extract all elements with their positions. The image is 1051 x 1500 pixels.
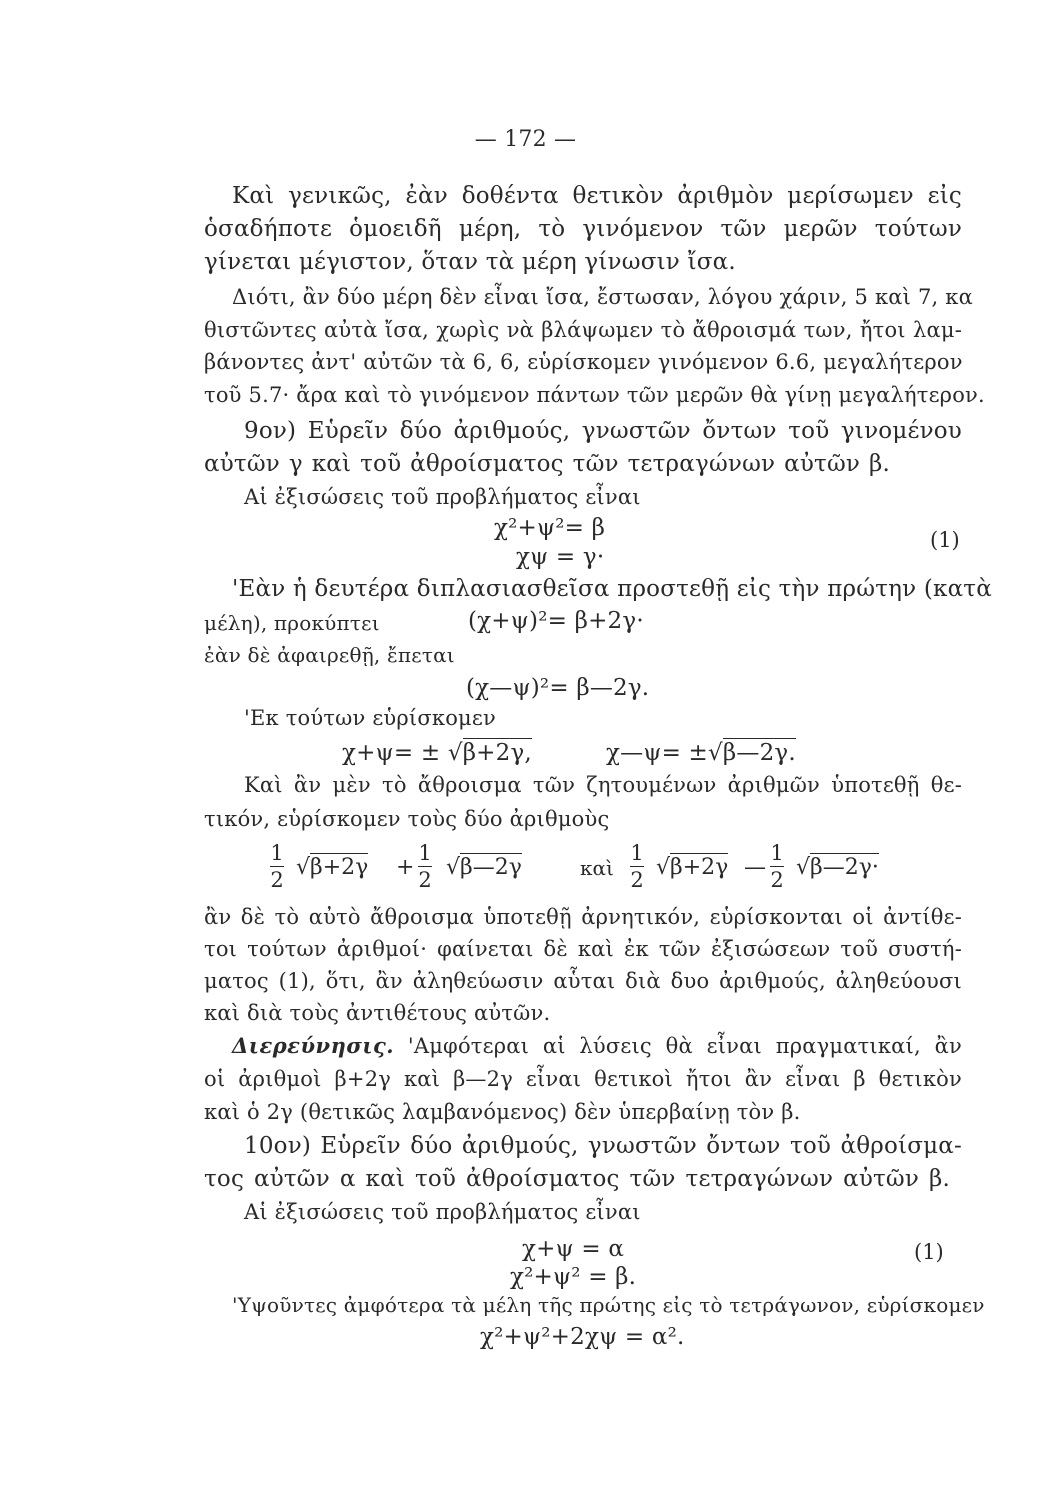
fraction-denominator: 2 [630,868,644,892]
equation-2a-radicand: β+2γ, [462,740,532,766]
fraction-numerator: 1 [630,841,644,865]
text-line: ἐὰν δὲ ἀφαιρεθῇ, ἔπεται [204,643,455,667]
radicand: β—2γ· [810,855,879,880]
problem-9-heading: 9ον) Εὑρεῖν δύο ἀριθμούς, γνωστῶν ὄντων τοῦ γινομένου [244,418,962,444]
equation-5: χ²+ψ²+2χψ = α². [480,1324,685,1350]
fraction-denominator: 2 [270,868,284,892]
radicand: β—2γ [460,855,522,880]
radical-term: √β+2γ [656,855,729,880]
text-line: ἂν δὲ τὸ αὐτὸ ἄθροισμα ὑποτεθῇ ἀρνητικόν, εὑρίσκονται οἱ ἀντίθε- [204,905,962,929]
equation-2a-lhs: χ+ψ= ± [342,740,441,766]
investigation-text: 'Αμφότεραι αἱ λύσεις θὰ εἶναι πραγματικαί, ἂν [407,1034,962,1058]
equation-2a: χ+ψ= ± √β+2γ, [342,740,532,766]
text-line: αὐτῶν γ καὶ τοῦ ἀθροίσματος τῶν τετραγώνων αὐτῶν β. [204,451,890,477]
radicand: β+2γ [310,855,369,880]
fraction-half [630,842,644,891]
text-line: Αἱ ἐξισώσεις τοῦ προβλήματος εἶναι [244,1200,641,1224]
text-line: γίνεται μέγιστον, ὅταν τὰ μέρη γίνωσιν ἴσα. [204,249,736,275]
text-line: μέλη), προκύπτει [204,611,380,635]
text-line: οἱ ἀριθμοὶ β+2γ καὶ β—2γ εἶναι θετικοὶ ἤτοι ἂν εἶναι β θετικὸν [204,1067,962,1091]
fraction-numerator: 1 [418,841,432,865]
radical-term: √β+2γ [296,855,369,880]
text-line: τος αὐτῶν α καὶ τοῦ ἀθροίσματος τῶν τετραγώνων αὐτῶν β. [204,1166,950,1192]
equation-2b: χ—ψ= ±√β—2γ. [606,740,796,766]
text-line: ματος (1), ὅτι, ἂν ἀληθεύωσιν αὗται διὰ δυο ἀριθμούς, ἀληθεύουσι [204,969,962,993]
text-line: τικόν, εὑρίσκομεν τοὺς δύο ἀριθμοὺς [204,807,610,831]
equation-4b: χ²+ψ² = β. [510,1264,637,1290]
investigation-line [232,1031,962,1061]
text-line: καὶ διὰ τοὺς ἀντιθέτους αὐτῶν. [204,1001,551,1025]
text-line: 'Εκ τούτων εὑρίσκομεν [244,706,496,730]
text-line: Αἱ ἐξισώσεις τοῦ προβλήματος εἶναι [244,485,641,509]
text-line: Καὶ ἂν μὲν τὸ ἄθροισμα τῶν ζητουμένων ἀριθμῶν ὑποτεθῇ θε- [244,773,962,797]
equation-4a: χ+ψ = α [522,1236,625,1262]
fraction-denominator: 2 [418,868,432,892]
fraction-denominator: 2 [770,868,784,892]
fraction-numerator: 1 [770,841,784,865]
equation-2b-lhs: χ—ψ= ± [606,740,709,766]
text-line: τοῦ 5.7· ἄρα καὶ τὸ γινόμενον πάντων τῶν μερῶν θὰ γίνῃ μεγαλήτερον. [204,383,985,407]
investigation-heading: Διερεύνησις. [232,1033,395,1058]
conjunction: καὶ [580,856,614,880]
radicand: β+2γ [670,855,729,880]
text-line: Καὶ γενικῶς, ἐὰν δοθέντα θετικὸν ἀριθμὸν μερίσωμεν εἰς [232,183,962,209]
equation-1a: χ²+ψ²= β [494,515,606,541]
page-number: — 172 — [474,127,577,152]
minus-sign: — [744,855,766,880]
fraction-half [418,842,432,891]
equation-number: (1) [914,1240,944,1264]
text-line: θιστῶντες αὐτὰ ἴσα, χωρὶς νὰ βλάψωμεν τὸ ἄθροισμά των, ἤτοι λαμ- [204,318,962,342]
text-line: Διότι, ἂν δύο μέρη δὲν εἶναι ἴσα, ἔστωσαν, λόγου χάριν, 5 καὶ 7, κα [232,285,973,309]
text-line: 'Εὰν ἡ δευτέρα διπλασιασθεῖσα προστεθῇ εἰς τὴν πρώτην (κατὰ [232,576,992,602]
equation-sum-square: (χ+ψ)²= β+2γ· [468,608,644,634]
plus-sign: + [396,855,415,880]
equation-number: (1) [930,528,960,552]
equation-1b: χψ = γ· [516,544,605,570]
radical-term: √β—2γ [446,855,522,880]
text-line: τοι τούτων ἀριθμοί· φαίνεται δὲ καὶ ἐκ τῶν ἐξισώσεων τοῦ συστή- [204,937,962,961]
equation-2b-radicand: β—2γ. [722,740,796,766]
text-line: 'Υψοῦντες ἀμφότερα τὰ μέλη τῆς πρώτης εἰς τὸ τετράγωνον, εὑρίσκομεν [232,1293,985,1317]
fraction-half [270,842,284,891]
text-line: βάνοντες ἀντ' αὐτῶν τὰ 6, 6, εὑρίσκομεν γινόμενον 6.6, μεγαλήτερον [204,350,963,374]
text-line: καὶ ὁ 2γ (θετικῶς λαμβανόμενος) δὲν ὑπερβαίνῃ τὸν β. [204,1100,801,1124]
radical-term: √β—2γ· [796,855,879,880]
fraction-half [770,842,784,891]
text-line: ὁσαδήποτε ὁμοειδῆ μέρη, τὸ γινόμενον τῶν μερῶν τούτων [204,216,962,242]
problem-10-heading: 10ον) Εὑρεῖν δύο ἀριθμούς, γνωστῶν ὄντων τοῦ ἀθροίσμα- [244,1133,962,1159]
fraction-numerator: 1 [270,841,284,865]
equation-diff-square: (χ—ψ)²= β—2γ. [466,675,650,701]
